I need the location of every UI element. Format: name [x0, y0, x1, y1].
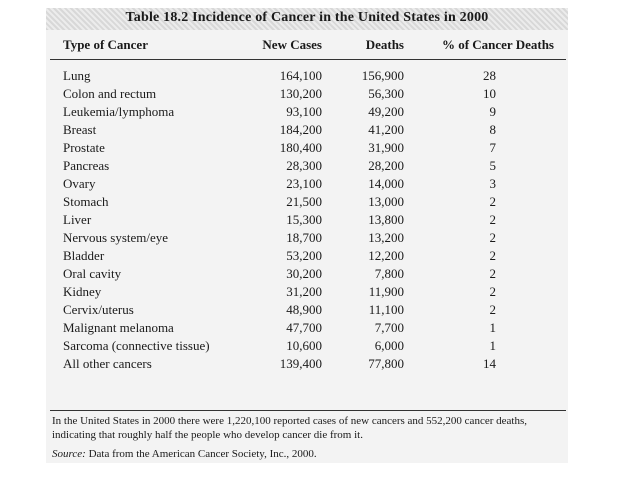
table-title: Table 18.2 Incidence of Cancer in the United States in 2000 [125, 10, 489, 25]
cell-type: Colon and rectum [63, 86, 157, 101]
cell-new-cases: 21,500 [286, 194, 322, 209]
cell-new-cases: 47,700 [286, 320, 322, 335]
cell-new-cases: 180,400 [279, 140, 322, 155]
cell-deaths: 56,300 [368, 86, 404, 101]
header-deaths: Deaths [365, 37, 404, 52]
cell-new-cases: 164,100 [279, 68, 322, 83]
cell-deaths: 77,800 [368, 356, 404, 371]
cell-deaths: 49,200 [368, 104, 404, 119]
cell-type: Kidney [63, 284, 102, 299]
cell-pct-deaths: 2 [489, 230, 496, 245]
document-page [46, 8, 568, 463]
cell-pct-deaths: 2 [489, 212, 496, 227]
table-row [46, 266, 568, 284]
cell-type: Stomach [63, 194, 109, 209]
table-row [46, 248, 568, 266]
table-row [46, 284, 568, 302]
cell-type: Prostate [63, 140, 105, 155]
cell-new-cases: 139,400 [279, 356, 322, 371]
cell-deaths: 31,900 [368, 140, 404, 155]
cell-new-cases: 53,200 [286, 248, 322, 263]
cell-deaths: 41,200 [368, 122, 404, 137]
cell-deaths: 13,000 [368, 194, 404, 209]
table-row [46, 320, 568, 338]
cell-pct-deaths: 7 [489, 140, 496, 155]
cell-new-cases: 31,200 [286, 284, 322, 299]
cell-pct-deaths: 2 [489, 302, 496, 317]
cell-type: Liver [63, 212, 92, 227]
cell-pct-deaths: 2 [489, 266, 496, 281]
cell-pct-deaths: 5 [489, 158, 496, 173]
cell-pct-deaths: 9 [489, 104, 496, 119]
cell-deaths: 12,200 [368, 248, 404, 263]
table-row [46, 104, 568, 122]
table-row [46, 158, 568, 176]
table-source [52, 448, 317, 460]
cell-pct-deaths: 2 [489, 248, 496, 263]
cell-deaths: 7,800 [374, 266, 404, 281]
cell-deaths: 11,900 [368, 284, 404, 299]
footer-rule [50, 410, 566, 411]
cell-new-cases: 28,300 [286, 158, 322, 173]
header-new-cases: New Cases [262, 37, 322, 52]
cell-deaths: 14,000 [368, 176, 404, 191]
cell-pct-deaths: 8 [489, 122, 496, 137]
cell-type: Cervix/uterus [63, 302, 134, 317]
table-row [46, 212, 568, 230]
table-row [46, 68, 568, 86]
table-row [46, 86, 568, 104]
header-rule [50, 59, 566, 60]
title-bar [46, 8, 568, 30]
cell-pct-deaths: 1 [489, 338, 496, 353]
table-row [46, 176, 568, 194]
cell-type: Sarcoma (connective tissue) [63, 338, 210, 353]
cell-new-cases: 93,100 [286, 104, 322, 119]
cell-type: Breast [63, 122, 97, 137]
table-row [46, 338, 568, 356]
cell-deaths: 11,100 [368, 302, 404, 317]
cell-type: Malignant melanoma [63, 320, 174, 335]
table-note: In the United States in 2000 there were 1,220,100 reported cases of new cancers and 552,200 cancer deaths, indicating that roughly half the people who develop cancer die from it. [52, 415, 527, 441]
cell-deaths: 156,900 [361, 68, 404, 83]
cell-deaths: 13,800 [368, 212, 404, 227]
table-row [46, 194, 568, 212]
cell-deaths: 28,200 [368, 158, 404, 173]
cell-pct-deaths: 1 [489, 320, 496, 335]
table-row [46, 230, 568, 248]
header-pct-deaths: % of Cancer Deaths [441, 37, 554, 52]
cell-new-cases: 10,600 [286, 338, 322, 353]
cell-type: Oral cavity [63, 266, 122, 281]
cell-deaths: 6,000 [374, 338, 404, 353]
cell-new-cases: 23,100 [286, 176, 322, 191]
source-text: Data from the American Cancer Society, Inc., 2000. [88, 448, 317, 460]
cell-pct-deaths: 14 [483, 356, 496, 371]
table-row [46, 356, 568, 374]
cell-type: Bladder [63, 248, 105, 263]
table-body [46, 68, 568, 374]
cell-new-cases: 18,700 [286, 230, 322, 245]
header-type-of-cancer: Type of Cancer [63, 37, 148, 52]
table-row [46, 302, 568, 320]
cell-type: Nervous system/eye [63, 230, 169, 245]
cell-new-cases: 15,300 [286, 212, 322, 227]
table-row [46, 122, 568, 140]
cell-type: Ovary [63, 176, 96, 191]
cell-deaths: 13,200 [368, 230, 404, 245]
source-label: Source: [52, 448, 86, 460]
cell-type: Leukemia/lymphoma [63, 104, 175, 119]
cell-pct-deaths: 3 [489, 176, 496, 191]
cell-pct-deaths: 2 [489, 194, 496, 209]
cell-new-cases: 30,200 [286, 266, 322, 281]
cell-new-cases: 130,200 [279, 86, 322, 101]
cell-type: All other cancers [63, 356, 152, 371]
cell-new-cases: 48,900 [286, 302, 322, 317]
table-row [46, 140, 568, 158]
cell-pct-deaths: 28 [483, 68, 496, 83]
table-header [46, 34, 568, 56]
cell-pct-deaths: 10 [483, 86, 496, 101]
cell-pct-deaths: 2 [489, 284, 496, 299]
cell-deaths: 7,700 [374, 320, 404, 335]
cell-type: Lung [63, 68, 91, 83]
cell-type: Pancreas [63, 158, 110, 173]
cell-new-cases: 184,200 [279, 122, 322, 137]
